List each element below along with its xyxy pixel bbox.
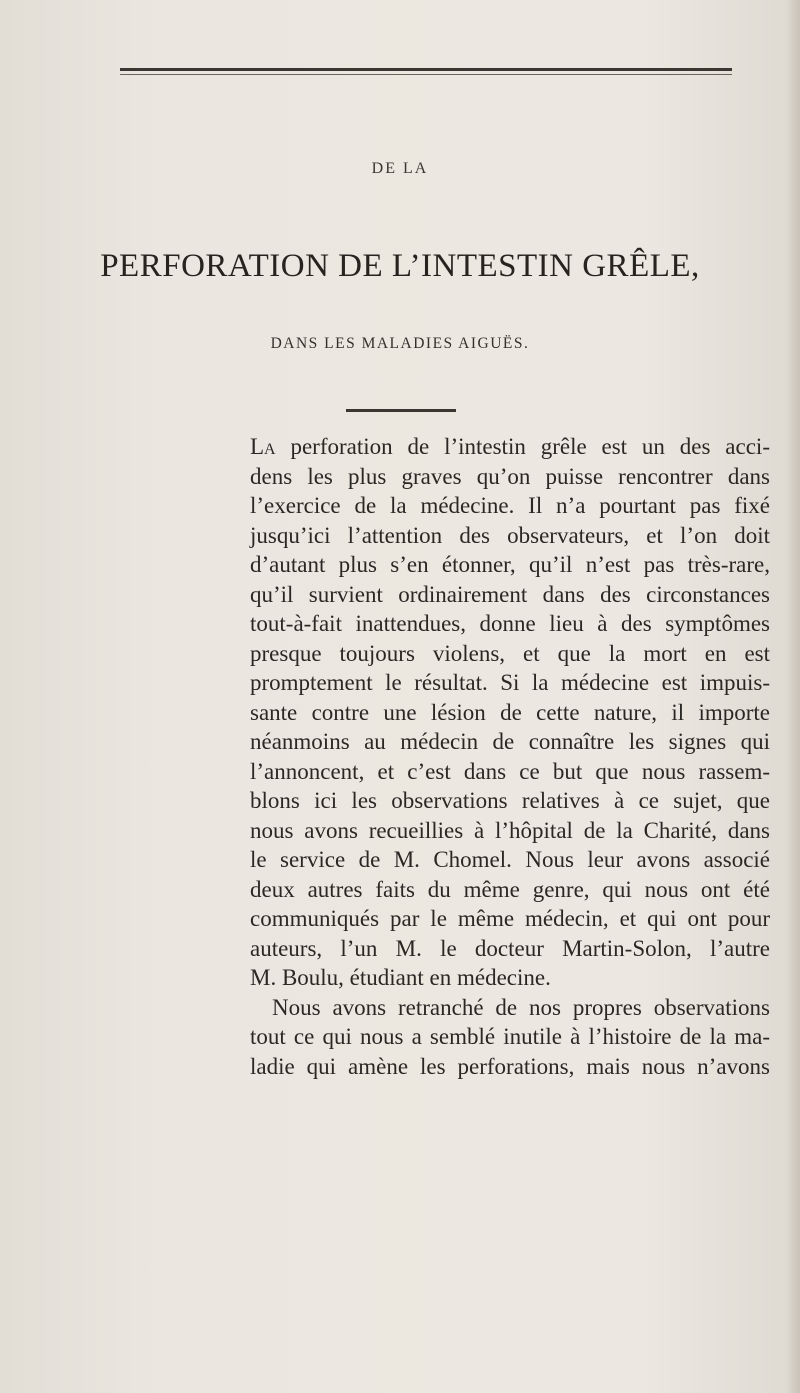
text-line: M. Boulu, étudiant en médecine. [250,965,551,990]
page-title: PERFORATION DE L’INTESTIN GRÊLE, [100,248,700,284]
top-rule-thin [120,74,732,75]
text-line: auteurs, l’un M. le docteur Martin-Solon, l’autre [250,935,770,961]
text-line [250,432,770,462]
section-divider [346,409,456,412]
title-prefix: DE LA [371,160,429,177]
text-line: jusqu’ici l’attention des observateurs, et l’on doit [250,522,770,548]
lead-word: La [250,434,276,459]
text-line: néanmoins au médecin de connaître les signes qui [250,729,770,754]
text-line: d’autant plus s’en étonner, qu’il n’est pas très-rare, [250,552,770,577]
text-line: Nous avons retranché de nos propres observations [272,994,770,1020]
text-line: blons ici les observations relatives à ce sujet, que [250,788,770,813]
body-paragraphs [250,432,770,1081]
text-line-content: perforation de l’intestin grêle est un des acci- [275,434,770,459]
text-line: dens les plus graves qu’on puisse rencontrer dans [250,463,770,489]
text-line: communiqués par le même médecin, et qui ont pour [250,906,770,931]
text-line: tout-à-fait inattendues, donne lieu à des symptômes [250,611,770,636]
text-line: l’exercice de la médecine. Il n’a pourtant pas fixé [250,493,770,518]
text-line: nous avons recueillies à l’hôpital de la Charité, dans [250,817,770,843]
text-line: qu’il survient ordinairement dans des circonstances [250,581,770,607]
text-line: tout ce qui nous a semblé inutile à l’histoire de la ma- [250,1024,770,1049]
text-line: le service de M. Chomel. Nous leur avons associé [250,847,770,872]
top-rule [120,68,732,71]
text-line: promptement le résultat. Si la médecine est impuis- [250,670,770,695]
text-line: sante contre une lésion de cette nature, il importe [250,699,770,725]
page-subtitle: DANS LES MALADIES AIGUËS. [270,335,530,352]
text-line: presque toujours violens, et que la mort en est [250,640,770,666]
text-line: ladie qui amène les perforations, mais nous n’avons [250,1053,770,1079]
text-line: l’annoncent, et c’est dans ce but que nous rassem- [250,758,770,784]
text-line: deux autres faits du même genre, qui nous ont été [250,876,770,902]
page-edge-shadow [786,0,800,1393]
